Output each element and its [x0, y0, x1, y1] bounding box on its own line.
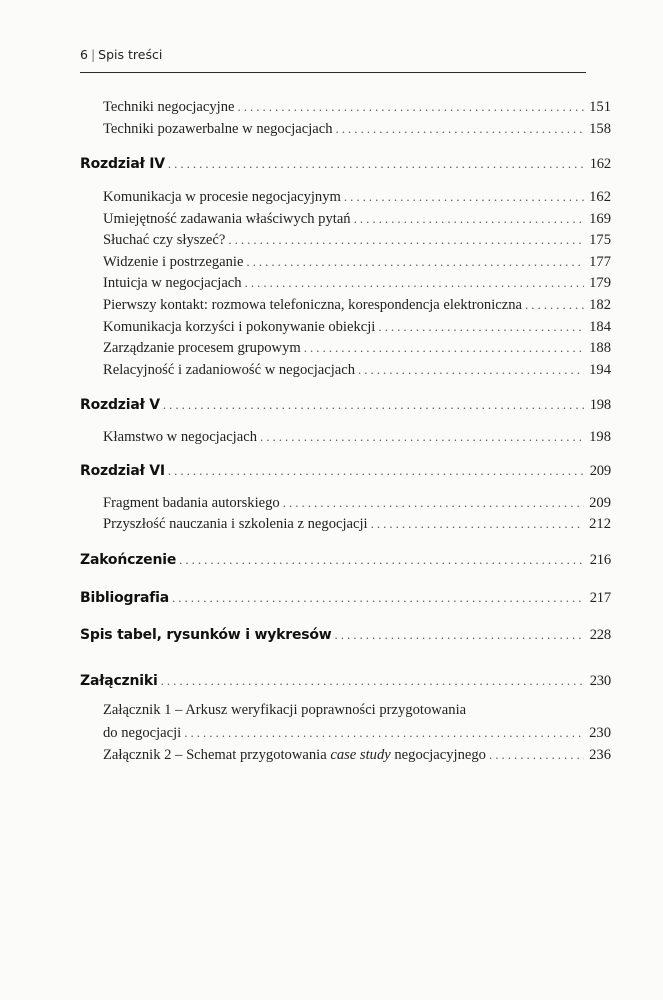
toc-chapter-vi[interactable]	[80, 463, 611, 480]
toc-entry-zalacznik-1-line1[interactable]: Załącznik 1 – Arkusz weryfikacji poprawności przygotowania	[103, 702, 467, 718]
dot-leader	[168, 156, 585, 172]
toc-page-number: 217	[589, 590, 611, 606]
toc-entry-pierwszy-kontakt[interactable]	[103, 297, 611, 314]
toc-entry-klamstwo[interactable]	[103, 429, 611, 446]
toc-chapter-label: Rozdział VI	[80, 463, 165, 479]
toc-entry-label: do negocjacji	[103, 725, 182, 741]
dot-leader	[228, 232, 584, 248]
toc-chapter-label: Załączniki	[80, 673, 158, 689]
toc-page-number: 169	[589, 211, 611, 227]
toc-entry-umiejetnosc-pytan[interactable]	[103, 211, 611, 228]
toc-entry-label: Pierwszy kontakt: rozmowa telefoniczna, korespondencja elektroniczna	[103, 297, 523, 313]
toc-entry-techniki-pozawerbalne[interactable]	[103, 121, 611, 138]
dot-leader	[179, 552, 585, 568]
toc-chapter-label: Rozdział V	[80, 397, 160, 413]
dot-leader	[246, 254, 584, 270]
toc-page-number: 188	[589, 340, 611, 356]
toc-page-number: 184	[589, 319, 611, 335]
toc-page-number: 182	[589, 297, 611, 313]
toc-entry-label: Słuchać czy słyszeć?	[103, 232, 226, 248]
page-number: 6	[80, 47, 88, 62]
dot-leader	[354, 211, 585, 227]
toc-entry-label: Intuicja w negocjacjach	[103, 275, 242, 291]
toc-spis-tabel[interactable]	[80, 627, 611, 644]
toc-entry-label: Kłamstwo w negocjacjach	[103, 429, 257, 445]
toc-chapter-iv[interactable]	[80, 156, 611, 173]
toc-entry-zalacznik-1[interactable]	[103, 725, 611, 742]
toc-entry-zarzadzanie-procesem[interactable]	[103, 340, 611, 357]
dot-leader	[525, 297, 584, 313]
dot-leader	[184, 725, 584, 741]
toc-entry-label	[103, 747, 489, 764]
dot-leader	[358, 362, 584, 378]
label-italic: case study	[330, 747, 391, 763]
toc-page-number: 151	[589, 99, 611, 115]
toc-page-number: 228	[589, 627, 611, 643]
toc-entry-komunikacja-w-procesie[interactable]	[103, 189, 611, 206]
toc-chapter-label: Zakończenie	[80, 552, 177, 568]
running-header	[80, 47, 162, 62]
toc-entry-fragment-badania[interactable]	[103, 495, 611, 512]
toc-entry-techniki-negocjacyjne[interactable]	[103, 99, 611, 116]
dot-leader	[489, 747, 584, 763]
toc-chapter-v[interactable]	[80, 397, 611, 414]
toc-entry-widzenie-i-postrzeganie[interactable]	[103, 254, 611, 271]
toc-page-number: 209	[589, 495, 611, 511]
toc-entry-label: Komunikacja korzyści i pokonywanie obiekcji	[103, 319, 376, 335]
toc-page-number: 194	[589, 362, 611, 378]
toc-zalaczniki[interactable]	[80, 673, 611, 690]
toc-entry-label: Komunikacja w procesie negocjacyjnym	[103, 189, 341, 205]
toc-bibliografia[interactable]	[80, 590, 611, 607]
toc-chapter-label: Spis tabel, rysunków i wykresów	[80, 627, 332, 643]
dot-leader	[172, 590, 585, 606]
toc-chapter-label: Bibliografia	[80, 590, 170, 606]
toc-entry-intuicja[interactable]	[103, 275, 611, 292]
dot-leader	[378, 319, 584, 335]
running-title: Spis treści	[98, 47, 163, 62]
dot-leader	[283, 495, 584, 511]
toc-entry-komunikacja-korzysci[interactable]	[103, 319, 611, 336]
toc-page-number: 230	[589, 673, 611, 689]
toc-page-number: 162	[589, 156, 611, 172]
dot-leader	[163, 397, 585, 413]
toc-page-number: 236	[589, 747, 611, 763]
dot-leader	[336, 121, 585, 137]
dot-leader	[335, 627, 585, 643]
toc-page-number: 198	[589, 429, 611, 445]
toc-page-number: 179	[589, 275, 611, 291]
toc-page-number: 216	[589, 552, 611, 568]
toc-page-number: 212	[589, 516, 611, 532]
dot-leader	[161, 673, 585, 689]
header-rule	[80, 72, 586, 73]
toc-entry-label: Zarządzanie procesem grupowym	[103, 340, 301, 356]
label-text: negocjacyjnego	[390, 747, 486, 763]
toc-entry-relacyjnosc[interactable]	[103, 362, 611, 379]
dot-leader	[344, 189, 584, 205]
toc-page-number: 175	[589, 232, 611, 248]
toc-entry-label: Umiejętność zadawania właściwych pytań	[103, 211, 351, 227]
toc-entry-label: Techniki negocjacyjne	[103, 99, 235, 115]
dot-leader	[304, 340, 584, 356]
toc-page-number: 209	[589, 463, 611, 479]
toc-page-number: 162	[589, 189, 611, 205]
toc-entry-label: Przyszłość nauczania i szkolenia z negocjacji	[103, 516, 368, 532]
dot-leader	[260, 429, 584, 445]
toc-entry-przyszlosc-nauczania[interactable]	[103, 516, 611, 533]
dot-leader	[371, 516, 585, 532]
toc-entry-label: Relacyjność i zadaniowość w negocjacjach	[103, 362, 356, 378]
toc-zakonczenie[interactable]	[80, 552, 611, 569]
toc-entry-label: Widzenie i postrzeganie	[103, 254, 244, 270]
toc-page-number: 230	[589, 725, 611, 741]
toc-entry-label: Techniki pozawerbalne w negocjacjach	[103, 121, 333, 137]
toc-entry-zalacznik-2[interactable]	[103, 747, 611, 764]
header-separator: |	[90, 47, 96, 62]
toc-entry-label: Fragment badania autorskiego	[103, 495, 280, 511]
toc-page-number: 198	[589, 397, 611, 413]
dot-leader	[168, 463, 585, 479]
dot-leader	[237, 99, 584, 115]
label-text: Załącznik 2 – Schemat przygotowania	[103, 747, 331, 763]
toc-page-number: 177	[589, 254, 611, 270]
dot-leader	[245, 275, 585, 291]
toc-page-number: 158	[589, 121, 611, 137]
toc-chapter-label: Rozdział IV	[80, 156, 165, 172]
toc-entry-sluchac-czy-slyszec[interactable]	[103, 232, 611, 249]
